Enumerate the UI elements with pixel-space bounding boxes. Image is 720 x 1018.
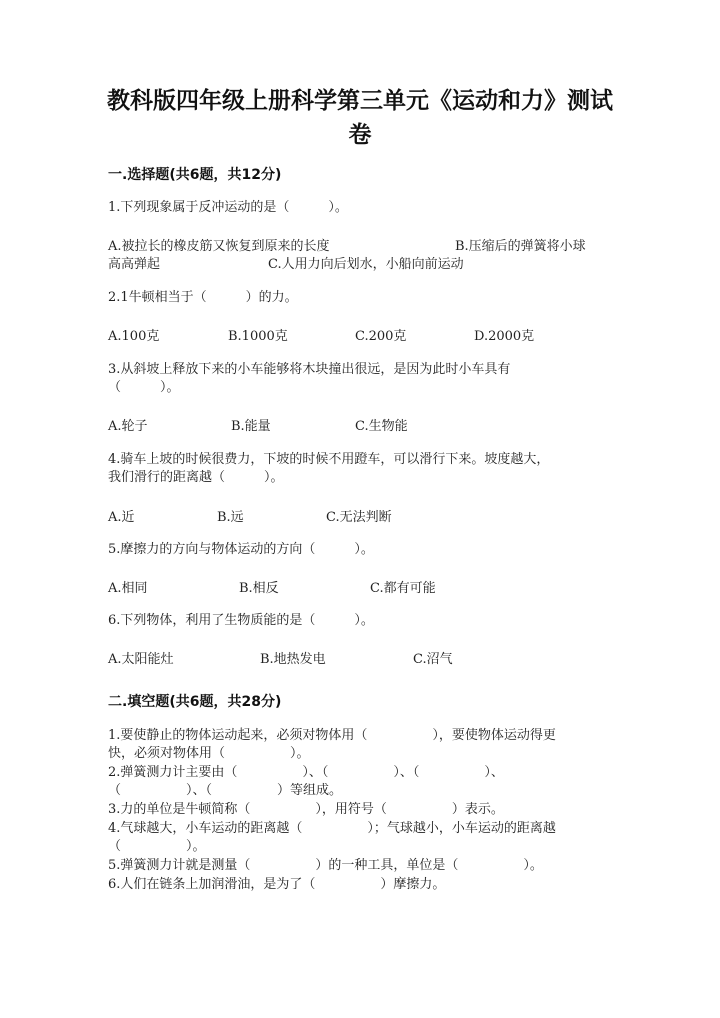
q1-option-b-cont: 高高弹起: [108, 257, 161, 272]
q3-stem-2: （ ）。: [108, 380, 180, 395]
q3-option-c: C.生物能: [355, 419, 408, 434]
q3-option-a: A.轮子: [108, 419, 148, 434]
q5-options: [108, 577, 628, 595]
q3-option-b: B.能量: [231, 419, 271, 434]
q5-option-a: A.相同: [108, 581, 148, 596]
fill-line-4: （ ）、（ ）等组成。: [108, 783, 343, 798]
q6-option-c: C.沼气: [413, 652, 453, 667]
q2-option-b: B.1000克: [228, 329, 288, 344]
fill-line-5: 3.力的单位是牛顿简称（ ），用符号（ ）表示。: [108, 802, 504, 817]
fill-line-3: 2.弹簧测力计主要由（ ）、（ ）、（ ）、: [108, 765, 504, 780]
q4-option-c: C.无法判断: [326, 510, 392, 525]
q2-option-a: A.100克: [108, 329, 160, 344]
q1-option-a: A.被拉长的橡皮筋又恢复到原来的长度: [108, 239, 330, 254]
section-heading-fill: 二.填空题(共6题，共28分): [108, 694, 282, 710]
title-line-1: 教科版四年级上册科学第三单元《运动和力》测试: [107, 88, 613, 114]
q6-stem: 6.下列物体，利用了生物质能的是（ ）。: [108, 613, 374, 628]
fill-line-7: （ ）。: [108, 839, 206, 854]
q5-option-c: C.都有可能: [370, 581, 436, 596]
q5-option-b: B.相反: [239, 581, 279, 596]
q6-options: [108, 648, 628, 666]
q1-options-row-2: [108, 253, 628, 271]
q4-option-a: A.近: [108, 510, 135, 525]
q4-stem-1: 4.骑车上坡的时候很费力，下坡的时候不用蹬车，可以滑行下来。坡度越大，: [108, 452, 550, 467]
q4-stem-2: 我们滑行的距离越（ ）。: [108, 470, 284, 485]
section-heading-choice: 一.选择题(共6题，共12分): [108, 167, 282, 183]
q3-options: [108, 415, 628, 433]
q2-option-d: D.2000克: [474, 329, 535, 344]
q6-option-a: A.太阳能灶: [108, 652, 174, 667]
fill-line-8: 5.弹簧测力计就是测量（ ）的一种工具，单位是（ ）。: [108, 858, 543, 873]
q1-option-b: B.压缩后的弹簧将小球: [455, 239, 586, 254]
q4-options: [108, 506, 628, 524]
q6-option-b: B.地热发电: [260, 652, 326, 667]
q1-options-row-1: [108, 235, 628, 253]
q1-stem: 1.下列现象属于反冲运动的是（ ）。: [108, 200, 348, 215]
q3-stem-1: 3.从斜坡上释放下来的小车能够将木块撞出很远，是因为此时小车具有: [108, 362, 511, 377]
q5-stem: 5.摩擦力的方向与物体运动的方向（ ）。: [108, 542, 374, 557]
q1-option-c: C.人用力向后划水，小船向前运动: [268, 257, 464, 272]
fill-line-9: 6.人们在链条上加润滑油，是为了（ ）摩擦力。: [108, 877, 446, 892]
fill-line-2: 快，必须对物体用（ ）。: [108, 746, 310, 761]
q2-option-c: C.200克: [355, 329, 407, 344]
fill-line-1: 1.要使静止的物体运动起来，必须对物体用（ ），要使物体运动得更: [108, 728, 556, 743]
q2-stem: 2.1牛顿相当于（ ）的力。: [108, 290, 298, 305]
page-title: [100, 84, 620, 152]
fill-line-6: 4.气球越大，小车运动的距离越（ ）；气球越小，小车运动的距离越: [108, 821, 556, 836]
title-line-2: 卷: [348, 122, 372, 148]
q4-option-b: B.远: [217, 510, 244, 525]
q2-options: [108, 325, 628, 343]
